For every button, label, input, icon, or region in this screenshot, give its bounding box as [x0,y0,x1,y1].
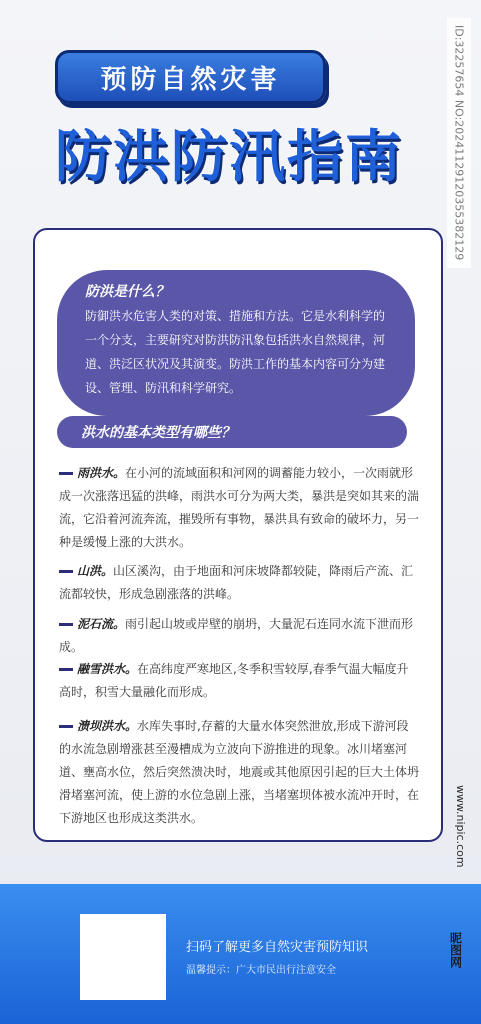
image-id-watermark: ID:32257654 NO:20241129120355382129 [447,18,471,268]
site-url-watermark: www.nipic.com [454,785,467,868]
types-heading: 洪水的基本类型有哪些？ [57,416,407,448]
content-card [33,228,443,842]
type-text: 在小河的流域面积和河网的调蓄能力较小，一次雨就形成一次涨落迅猛的洪峰，雨洪水可分为两大类，暴洪是突如其来的湍流，它沿着河流奔流，摧毁所有事物，暴洪具有致命的破坏力，另一种是缓慢上涨的大洪水。 [59,466,420,549]
site-logo-watermark: 昵图网 [448,932,463,968]
footer-band [0,884,481,1024]
qr-code-placeholder[interactable] [80,914,166,1000]
type-name: 溃坝洪水。 [77,719,138,733]
type-text: 山区溪沟，由于地面和河床坡降都较陡，降雨后产流、汇流都较快，形成急剧涨落的洪峰。 [59,564,414,601]
dash-icon [59,668,73,671]
list-item [59,715,419,830]
type-text: 水库失事时,存蓄的大量水体突然泄放,形成下游河段的水流急剧增涨甚至漫槽成为立波向下游推进的现象。冰川堵塞河道、壅高水位，然后突然溃决时，地震或其他原因引起的巨大土体坍滑堵塞河流，使上游的水位急剧上涨，当堵塞坝体被水流冲开时，在下游地区也形成这类洪水。 [59,719,420,825]
definition-title: 防洪是什么？ [85,284,169,300]
page-title: 防洪防汛指南 [55,125,403,190]
dash-icon [59,570,73,573]
list-item [59,560,419,606]
type-name: 雨洪水。 [77,466,126,480]
type-text: 雨引起山坡或岸壁的崩坍，大量泥石连同水流下泄而形成。 [59,617,414,654]
type-name: 山洪。 [77,564,114,578]
dash-icon [59,623,73,626]
list-item [59,658,419,704]
dash-icon [59,725,73,728]
list-item [59,613,419,659]
list-item [59,462,419,554]
definition-body: 防御洪水危害人类的对策、措施和方法。它是水利科学的一个分支，主要研究对防洪防汛象包括洪水自然规律，河道、洪泛区状况及其演变。防洪工作的基本内容可分为建设、管理、防汛和科学研究。 [85,309,386,395]
definition-box [57,270,415,416]
type-name: 融雪洪水。 [77,662,138,676]
footer-main-text: 扫码了解更多自然灾害预防知识 [186,940,369,955]
type-text: 在高纬度严寒地区,冬季积雪较厚,春季气温大幅度升高时，积雪大量融化而形成。 [59,662,409,699]
dash-icon [59,472,73,475]
subtitle-banner: 预防自然灾害 [55,50,326,104]
type-name: 泥石流。 [77,617,126,631]
footer-note: 温馨提示：广大市民出行注意安全 [186,965,336,976]
